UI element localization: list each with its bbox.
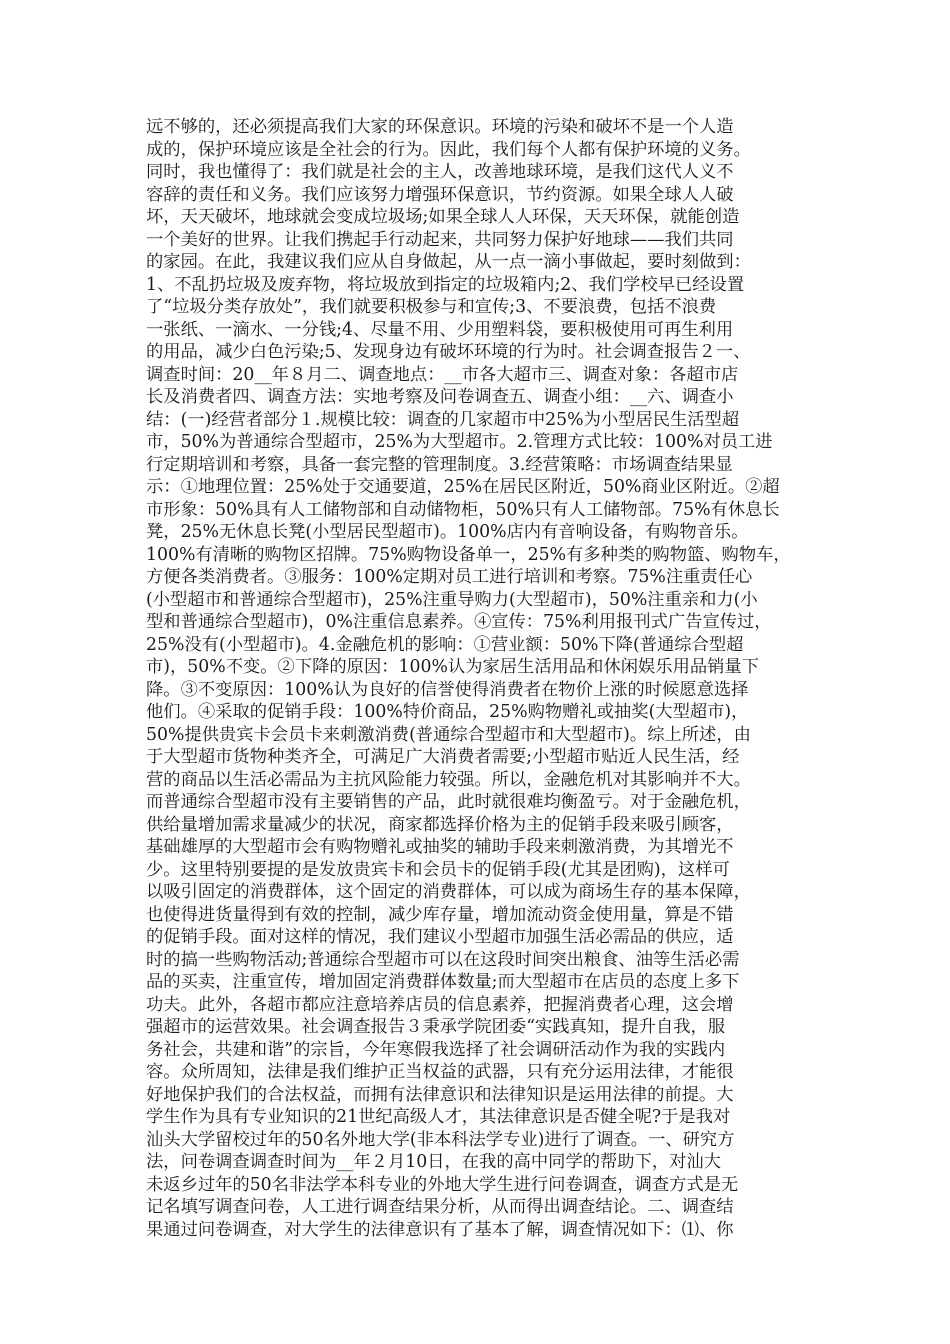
text-line: 好地保护我们的合法权益，而拥有法律意识和法律知识是运用法律的前提。大	[146, 1084, 734, 1105]
text-line: 一张纸、一滴水、一分钱;4、尽量不用、少用塑料袋，要积极使用可再生利用	[146, 319, 734, 340]
text-line: 于大型超市货物种类齐全，可满足广大消费者需要;小型超市贴近人民生活，经	[146, 747, 740, 767]
text-line: 强超市的运营效果。社会调查报告３秉承学院团委“实践真知，提升自我，服	[146, 1017, 726, 1037]
text-line: 的家园。在此，我建议我们应从自身做起，从一点一滴小事做起，要时刻做到：	[146, 252, 751, 272]
text-line: 时的搞一些购物活动;普通综合型超市可以在这段时间突出粮食、油等生活必需	[146, 949, 740, 970]
text-line: 型和普通综合型超市)，0%注重信息素养。④宣传：75%利用报刊式广告宣传过，	[146, 612, 772, 632]
text-line: 汕头大学留校过年的50名外地大学(非本科法学专业)进行了调查。一、研究方	[146, 1129, 735, 1150]
text-line: 一个美好的世界。让我们携起手行动起来，共同努力保护好地球——我们共同	[146, 229, 734, 250]
text-line: 品的买卖，注重宣传，增加固定消费群体数量;而大型超市在店员的态度上多下	[146, 972, 740, 992]
text-line: 坏，天天破坏，地球就会变成垃圾场;如果全球人人环保，天天环保，就能创造	[146, 207, 740, 227]
text-line: 功夫。此外，各超市都应注意培养店员的信息素养，把握消费者心理，这会增	[146, 994, 734, 1015]
text-line: 学生作为具有专业知识的21世纪高级人才，其法律意识是否健全呢?于是我对	[146, 1107, 731, 1127]
text-line: 也使得进货量得到有效的控制，减少库存量，增加流动资金使用量，算是不错	[146, 904, 734, 925]
text-line: 示：①地理位置：25%处于交通要道，25%在居民区附近，50%商业区附近。②超	[146, 477, 780, 497]
text-line: 未返乡过年的50名非法学本科专业的外地大学生进行问卷调查，调查方式是无	[146, 1174, 739, 1195]
text-line: 方便各类消费者。③服务：100%定期对员工进行培训和考察。75%注重责任心	[146, 567, 753, 587]
text-line: 成的，保护环境应该是全社会的行为。因此，我们每个人都有保护环境的义务。	[146, 139, 751, 160]
text-line: 的促销手段。面对这样的情况，我们建议小型超市加强生活必需品的供应，适	[146, 927, 734, 947]
text-line: 务社会，共建和谐”的宗旨，今年寒假我选择了社会调研活动作为我的实践内	[146, 1039, 726, 1060]
text-line: (小型超市和普通综合型超市)，25%注重导购力(大型超市)，50%注重亲和力(小	[146, 589, 758, 610]
text-line: 远不够的，还必须提高我们大家的环保意识。环境的污染和破坏不是一个人造	[146, 117, 734, 137]
text-line: 市)，50%不变。②下降的原因：100%认为家居生活用品和休闲娱乐用品销量下	[146, 657, 759, 677]
text-line: 市，50%为普通综合型超市，25%为大型超市。2.管理方式比较：100%对员工进	[146, 432, 773, 452]
text-line: 了“垃圾分类存放处”，我们就要积极参与和宣传;3、不要浪费，包括不浪费	[146, 297, 717, 317]
text-line: 25%没有(小型超市)。4.金融危机的影响：①营业额：50%下降(普通综合型超	[146, 634, 744, 655]
text-line: 基础雄厚的大型超市会有购物赠礼或抽奖的辅助手段来刺激消费，为其增光不	[146, 837, 734, 857]
text-line: 少。这里特别要提的是发放贵宾卡和会员卡的促销手段(尤其是团购)，这样可	[146, 859, 730, 880]
text-line: 记名填写调查问卷，人工进行调查结果分析，从而得出调查结论。二、调查结	[146, 1197, 734, 1217]
text-line: 调查时间：20__年８月二、调查地点：__市各大超市三、调查对象：各超市店	[146, 364, 739, 385]
text-line: 容辞的责任和义务。我们应该努力增强环保意识，节约资源。如果全球人人破	[146, 184, 734, 205]
text-line: 而普通综合型超市没有主要销售的产品，此时就很难均衡盈亏。对于金融危机，	[146, 792, 751, 812]
text-line: 营的商品以生活必需品为主抗风险能力较强。所以，金融危机对其影响并不大。	[146, 769, 751, 790]
text-line: 同时，我也懂得了：我们就是社会的主人，改善地球环境，是我们这代人义不	[146, 162, 734, 182]
text-line: 供给量增加需求量减少的状况，商家都选择价格为主的促销手段来吸引顾客，	[146, 814, 734, 835]
text-line: 的用品，减少白色污染;5、发现身边有破坏环境的行为时。社会调查报告２一、	[146, 342, 751, 362]
text-line: 长及消费者四、调查方法：实地考察及问卷调查五、调查小组：__六、调查小	[146, 387, 734, 407]
text-line: 他们。④采取的促销手段：100%特价商品，25%购物赠礼或抽奖(大型超市)，	[146, 702, 749, 722]
text-line: 结：(一)经营者部分１.规模比较：调查的几家超市中25%为小型居民生活型超	[146, 409, 740, 430]
text-line: 50%提供贵宾卡会员卡来刺激消费(普通综合型超市和大型超市)。综上所述，由	[146, 724, 751, 745]
text-line: 以吸引固定的消费群体，这个固定的消费群体，可以成为商场生存的基本保障，	[146, 882, 751, 902]
text-line: 行定期培训和考察，具备一套完整的管理制度。3.经营策略：市场调查结果显	[146, 454, 733, 475]
text-line: 1、不乱扔垃圾及废弃物，将垃圾放到指定的垃圾箱内;2、我们学校早已经设置	[146, 274, 745, 295]
body-text	[146, 116, 806, 1241]
text-line: 凳，25%无休息长凳(小型居民型超市)。100%店内有音响设备，有购物音乐。	[146, 522, 749, 542]
text-line: 100%有清晰的购物区招牌。75%购物设备单一，25%有多种类的购物篮、购物车，	[146, 544, 791, 565]
text-line: 容。众所周知，法律是我们维护正当权益的武器，只有充分运用法律，才能很	[146, 1062, 734, 1082]
text-line: 果通过问卷调查，对大学生的法律意识有了基本了解，调查情况如下：⑴、你	[146, 1219, 734, 1240]
text-line: 法，问卷调查调查时间为__年２月10日，在我的高中同学的帮助下，对汕大	[146, 1152, 721, 1172]
text-line: 降。③不变原因：100%认为良好的信誉使得消费者在物价上涨的时候愿意选择	[146, 679, 749, 700]
text-line: 市形象：50%具有人工储物部和自动储物柜，50%只有人工储物部。75%有休息长	[146, 499, 780, 520]
